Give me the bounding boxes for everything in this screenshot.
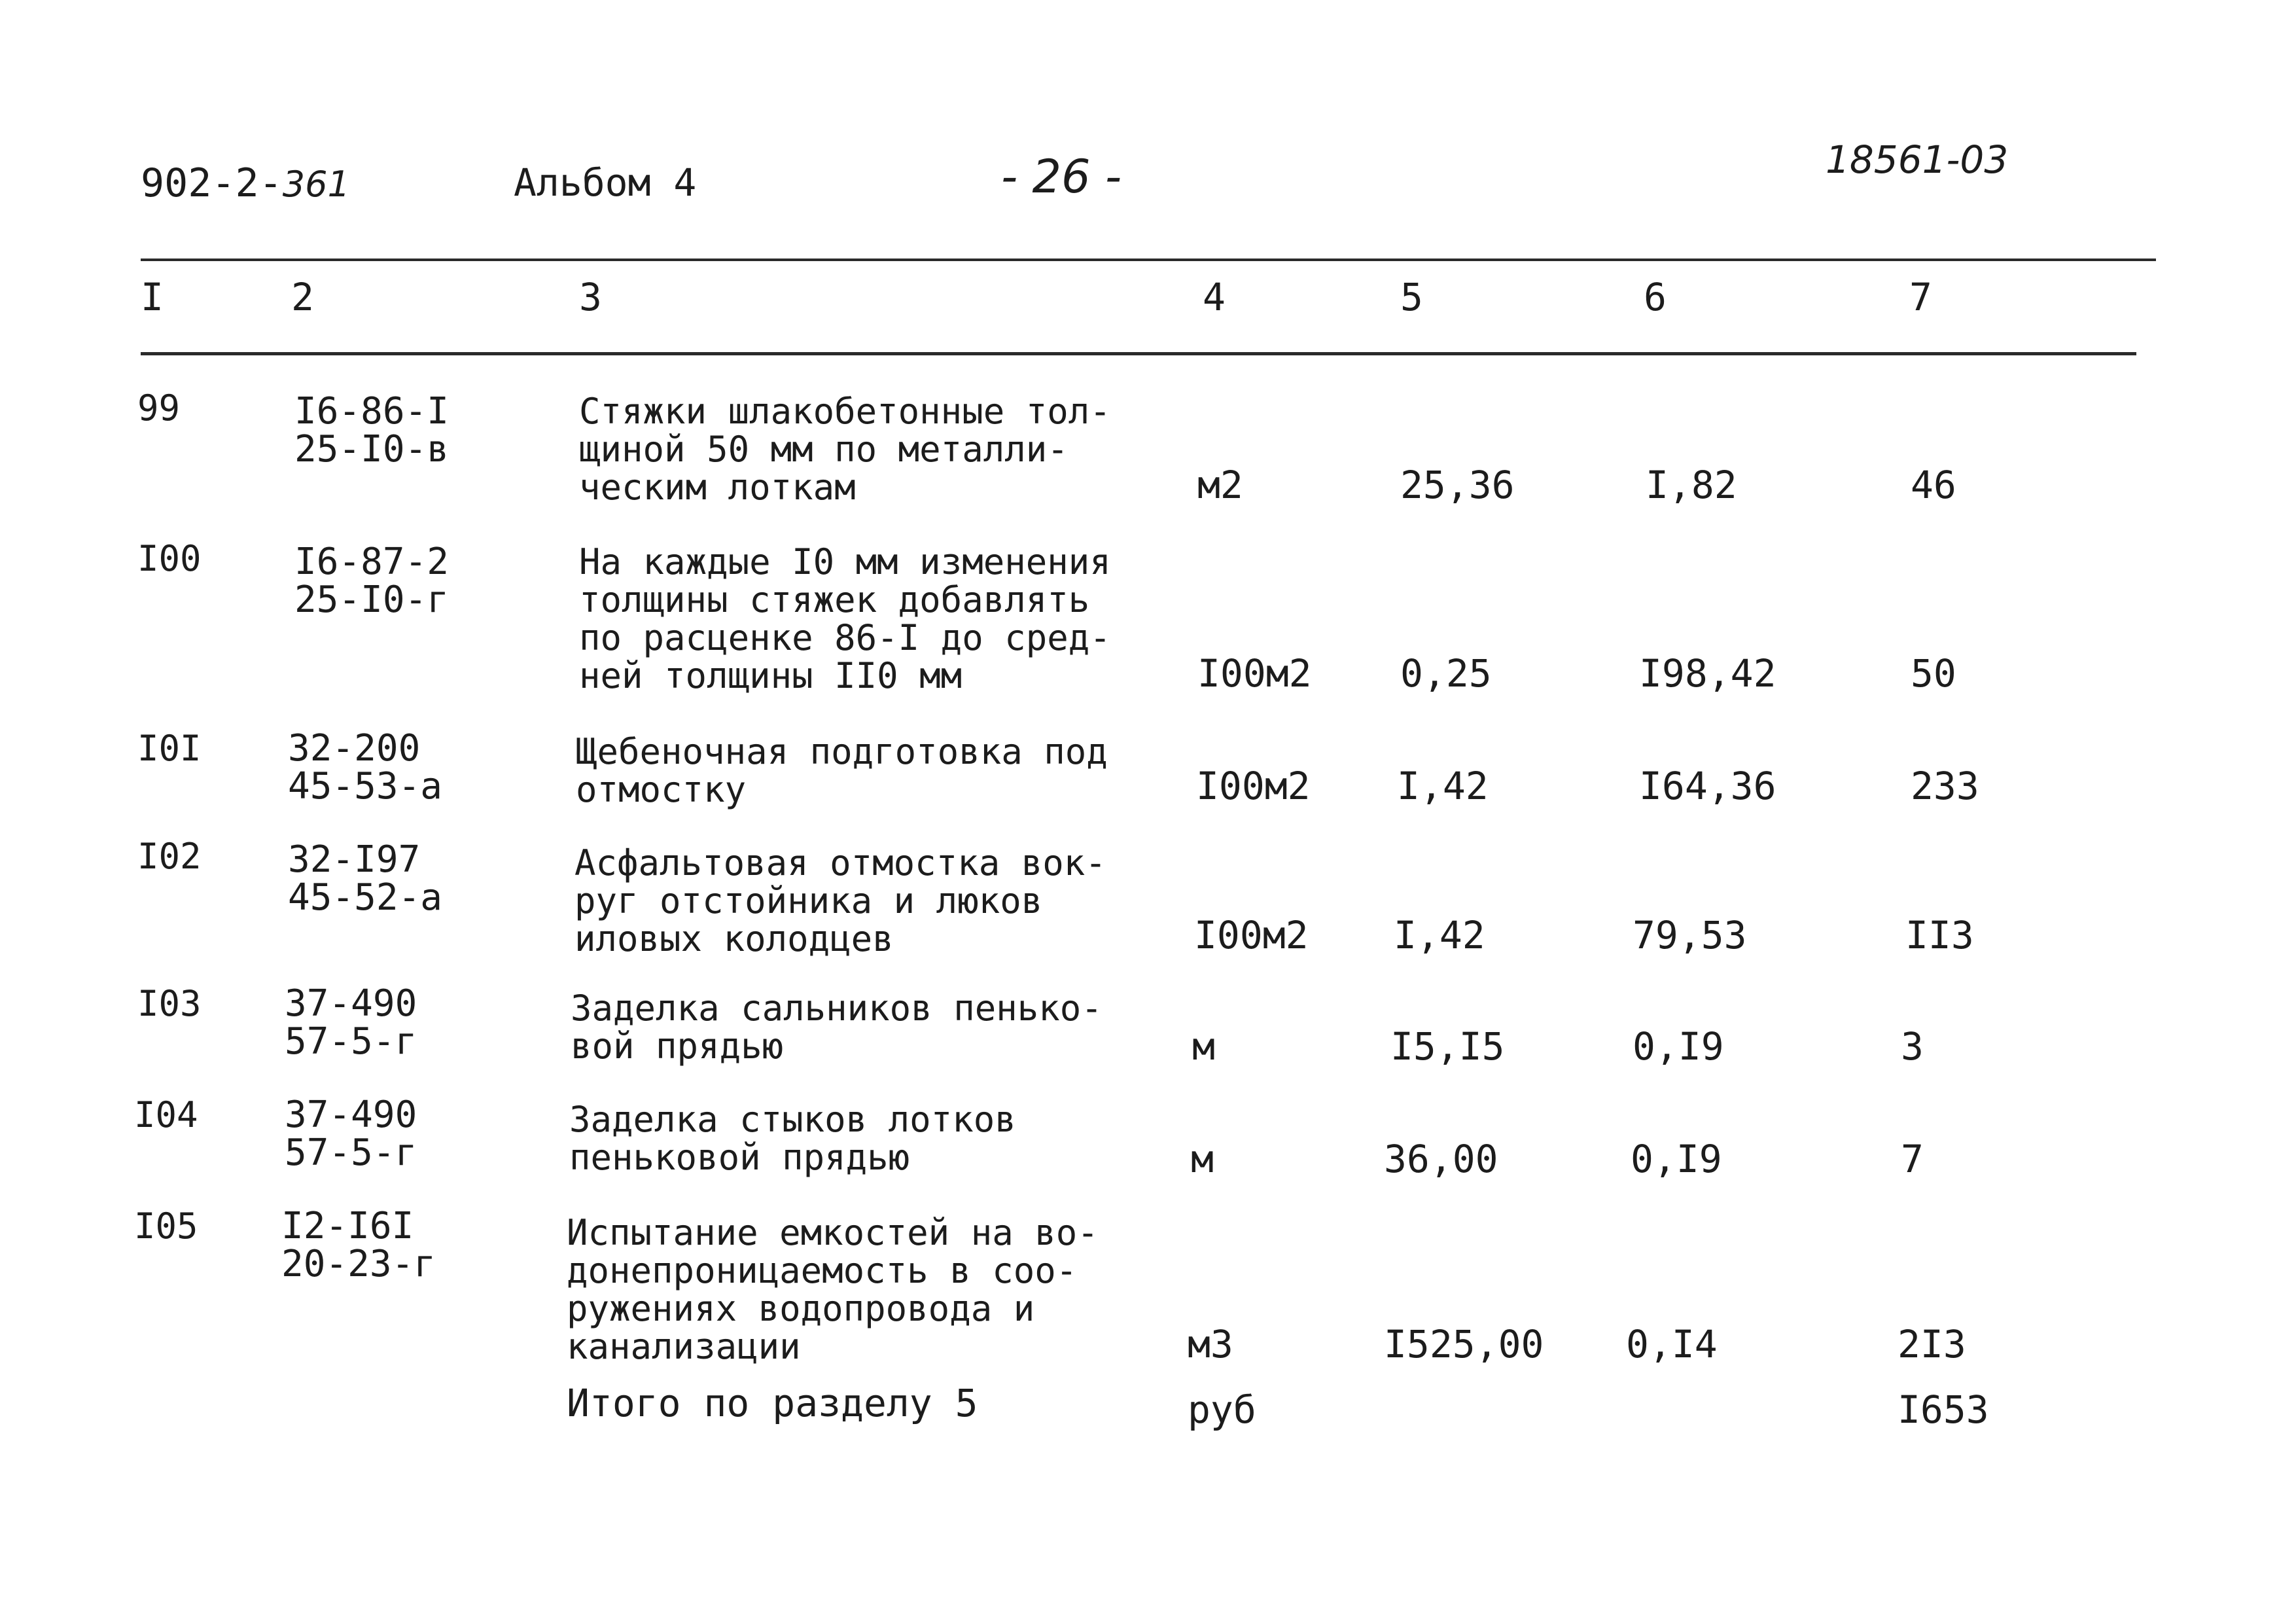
unit: I00м2	[1194, 913, 1309, 957]
quantity: I,42	[1394, 913, 1485, 957]
row-number: I05	[134, 1205, 198, 1247]
row-number: I03	[137, 983, 202, 1024]
table-header-rule	[141, 352, 2136, 355]
column-number-3: 3	[579, 275, 602, 319]
unit: м	[1191, 1137, 1214, 1181]
quantity: 25,36	[1400, 463, 1515, 507]
section-total-label: Итого по разделу 5	[567, 1381, 978, 1425]
column-number-1: I	[141, 275, 164, 319]
rate-code: I6-86-I 25-I0-в	[294, 390, 450, 471]
row-number: I04	[134, 1094, 198, 1135]
column-number-2: 2	[291, 275, 314, 319]
total-cost: 2I3	[1898, 1322, 1966, 1366]
work-description: Стяжки шлакобетонные тол- щиной 50 мм по металли- ческим лоткам	[579, 391, 1111, 508]
total-cost: 50	[1911, 651, 1956, 696]
column-number-5: 5	[1400, 275, 1423, 319]
unit-price: I98,42	[1639, 651, 1776, 696]
quantity: I525,00	[1384, 1322, 1544, 1366]
quantity: 0,25	[1400, 651, 1492, 696]
rate-code: I2-I6I 20-23-г	[281, 1205, 436, 1285]
column-number-4: 4	[1203, 275, 1226, 319]
work-description: Заделка сальников пенько- вой прядью	[571, 988, 1103, 1067]
document-code-handwritten: 361	[282, 164, 350, 205]
table-top-rule	[141, 259, 2156, 261]
rate-code: 37-490 57-5-г	[285, 982, 417, 1063]
work-description: Щебеночная подготовка под отмостку	[576, 731, 1108, 810]
row-number: I0I	[137, 728, 202, 769]
unit: м	[1192, 1024, 1215, 1069]
section-total-unit: руб	[1188, 1387, 1256, 1432]
document-code	[141, 160, 350, 206]
total-cost: 3	[1901, 1024, 1924, 1069]
unit-price: 0,I4	[1626, 1322, 1718, 1366]
row-number: I02	[137, 836, 202, 877]
unit: м3	[1188, 1322, 1233, 1366]
unit: м2	[1197, 463, 1243, 507]
quantity: I5,I5	[1390, 1024, 1505, 1069]
work-description: Испытание емкостей на во- донепроницаемость в соо- ружениях водопровода и канализации	[567, 1212, 1099, 1367]
section-total-value: I653	[1898, 1387, 1989, 1432]
unit-price: I,82	[1646, 463, 1737, 507]
row-number: I00	[137, 538, 202, 579]
work-description: Заделка стыков лотков пеньковой прядью	[569, 1099, 1016, 1178]
total-cost: 46	[1911, 463, 1956, 507]
rate-code: I6-87-2 25-I0-г	[294, 541, 450, 621]
document-code-printed: 902-2-	[141, 160, 283, 206]
column-number-6: 6	[1644, 275, 1667, 319]
row-number: 99	[137, 387, 181, 429]
rate-code: 32-I97 45-52-а	[288, 838, 443, 919]
rate-code: 32-200 45-53-а	[288, 727, 443, 808]
total-cost: 233	[1911, 764, 1979, 808]
column-number-7: 7	[1909, 275, 1932, 319]
work-description: На каждые I0 мм изменения толщины стяжек добавлять по расценке 86-I до сред- ней толщины II0 мм	[579, 541, 1111, 696]
page-number: - 26 -	[1001, 150, 1122, 204]
unit: I00м2	[1196, 764, 1311, 808]
registration-number: 18561-03	[1826, 137, 2009, 182]
total-cost: 7	[1901, 1137, 1924, 1181]
unit-price: 0,I9	[1631, 1137, 1722, 1181]
quantity: I,42	[1397, 764, 1489, 808]
unit-price: 0,I9	[1633, 1024, 1724, 1069]
unit-price: I64,36	[1639, 764, 1776, 808]
album-label: Альбом 4	[514, 160, 697, 205]
quantity: 36,00	[1384, 1137, 1498, 1181]
unit-price: 79,53	[1633, 913, 1747, 957]
work-description: Асфальтовая отмостка вок- руг отстойника и люков иловых колодцев	[574, 842, 1106, 959]
unit: I00м2	[1197, 651, 1312, 696]
rate-code: 37-490 57-5-г	[285, 1094, 417, 1174]
total-cost: II3	[1905, 913, 1974, 957]
